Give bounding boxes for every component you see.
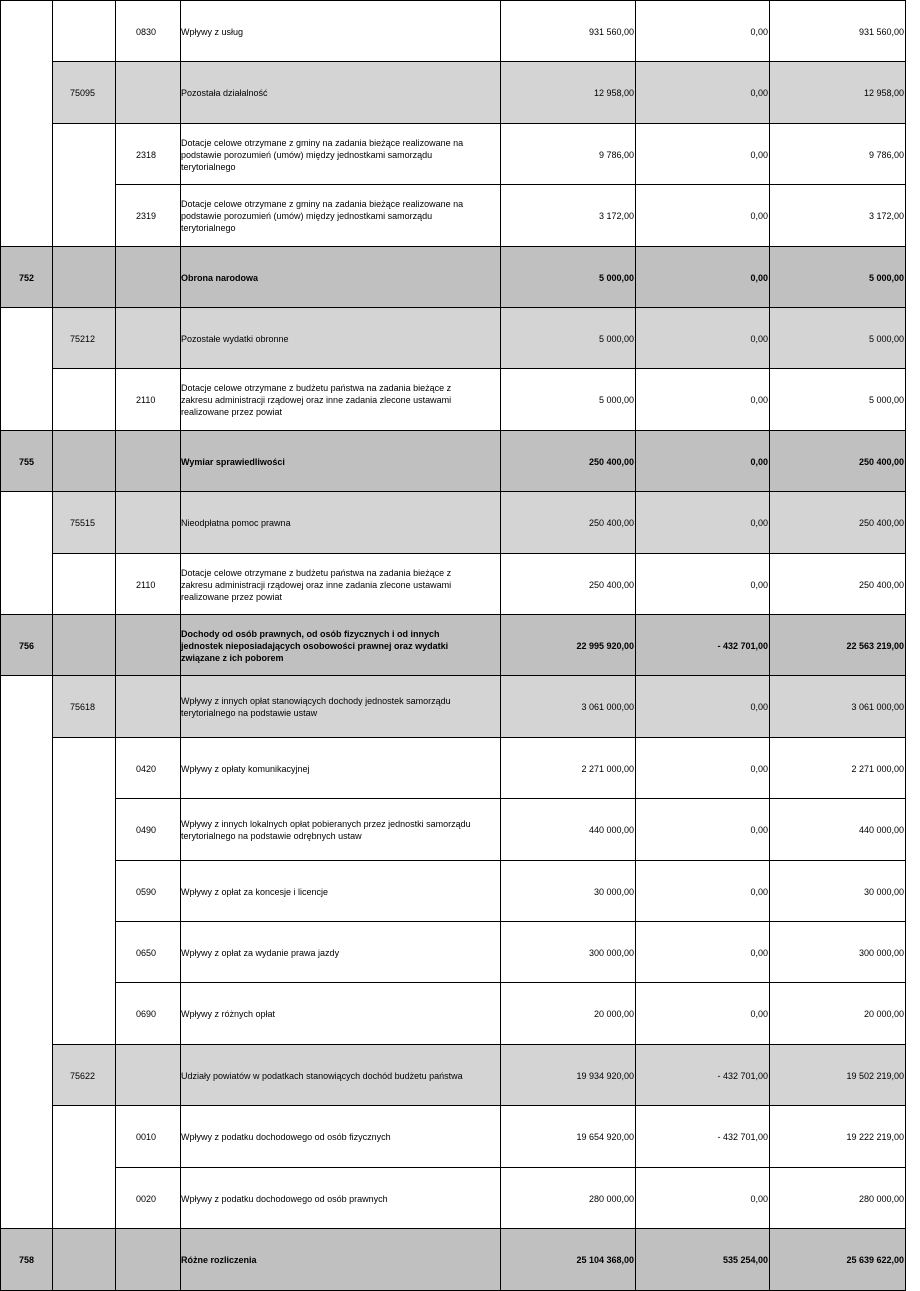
- row-border: [115, 798, 906, 799]
- dzial-cell: [0, 1168, 53, 1229]
- nazwa-cell: Dotacje celowe otrzymane z budżetu państwa na zadania bieżące z zakresu administracji rządowej oraz inne zadania zlecone ustawami realizowane przez powiat: [181, 567, 452, 602]
- paragraf-cell: 0420: [136, 763, 157, 774]
- po-zmianie-cell: 280 000,00: [858, 1193, 904, 1204]
- rozdzial-cell: 75212: [52, 308, 116, 369]
- paragraf-cell: 2318: [136, 149, 157, 160]
- nazwa-cell: Wpływy z podatku dochodowego od osób prawnych: [181, 1193, 388, 1204]
- row-border: [115, 1167, 906, 1168]
- rozdzial-cell: [52, 1229, 116, 1290]
- plan-cell: 250 400,00: [500, 492, 636, 554]
- po-zmianie-cell: 440 000,00: [858, 825, 904, 835]
- plan-cell: 3 061 000,00: [500, 676, 636, 738]
- nazwa-cell: Nieodpłatna pomoc prawna: [180, 492, 501, 554]
- plan-cell: 300 000,00: [588, 947, 634, 958]
- column-border: [0, 0, 1, 1291]
- zmiana-cell: 0,00: [750, 947, 768, 958]
- nazwa-cell: Wpływy z innych opłat stanowiących dochody jednostek samorządu terytorialnego na podstawie ustaw: [180, 676, 501, 738]
- row-border: [0, 246, 906, 247]
- zmiana-cell: 0,00: [750, 211, 768, 221]
- rozdzial-cell: [52, 983, 116, 1045]
- dzial-cell: 758: [0, 1229, 53, 1290]
- zmiana-cell: 0,00: [635, 62, 770, 124]
- row-border: [115, 184, 906, 185]
- po-zmianie-cell: 9 786,00: [868, 149, 904, 160]
- row-border: [115, 921, 906, 922]
- paragraf-cell: 0010: [136, 1132, 157, 1142]
- nazwa-cell: Wpływy z opłaty komunikacyjnej: [181, 763, 310, 774]
- rozdzial-cell: [52, 185, 116, 247]
- dzial-cell: [0, 308, 53, 369]
- paragraf-cell: 2110: [136, 579, 156, 590]
- paragraf-cell: [115, 1045, 181, 1106]
- po-zmianie-cell: 5 000,00: [868, 395, 904, 405]
- rozdzial-cell: [52, 124, 116, 185]
- column-border: [769, 0, 770, 1291]
- zmiana-cell: 0,00: [635, 308, 770, 369]
- plan-cell: 5 000,00: [500, 247, 636, 308]
- row-border: [0, 491, 906, 492]
- plan-cell: 19 934 920,00: [500, 1045, 636, 1106]
- zmiana-cell: 0,00: [750, 1193, 768, 1204]
- column-border: [115, 0, 116, 1291]
- po-zmianie-cell: 19 222 219,00: [846, 1132, 904, 1142]
- po-zmianie-cell: 3 172,00: [868, 211, 904, 221]
- row-border: [115, 860, 906, 861]
- dzial-cell: 752: [0, 247, 53, 308]
- nazwa-cell: Dotacje celowe otrzymane z budżetu państwa na zadania bieżące z zakresu administracji rządowej oraz inne zadania zlecone ustawami realizowane przez powiat: [181, 383, 452, 417]
- row-border: [0, 0, 906, 1]
- rozdzial-cell: 75622: [52, 1045, 116, 1106]
- nazwa-cell: Pozostałe wydatki obronne: [180, 308, 501, 369]
- zmiana-cell: 0,00: [750, 395, 768, 405]
- plan-cell: 5 000,00: [598, 395, 634, 405]
- rozdzial-cell: [52, 738, 116, 799]
- zmiana-cell: 0,00: [635, 676, 770, 738]
- row-border: [115, 982, 906, 983]
- nazwa-cell: Wpływy z podatku dochodowego od osób fizycznych: [181, 1132, 391, 1142]
- dzial-cell: 756: [0, 615, 53, 676]
- dzial-cell: [0, 1045, 53, 1106]
- plan-cell: 12 958,00: [500, 62, 636, 124]
- rozdzial-cell: [52, 615, 116, 676]
- rozdzial-cell: [52, 861, 116, 922]
- zmiana-cell: 0,00: [750, 825, 768, 835]
- zmiana-cell: 0,00: [635, 247, 770, 308]
- rozdzial-cell: [52, 247, 116, 308]
- po-zmianie-cell: 20 000,00: [863, 1009, 904, 1019]
- po-zmianie-cell: 300 000,00: [858, 947, 904, 958]
- plan-cell: 3 172,00: [598, 211, 634, 221]
- po-zmianie-cell: 250 400,00: [858, 579, 904, 590]
- paragraf-cell: [115, 431, 181, 492]
- plan-cell: 280 000,00: [588, 1193, 634, 1204]
- rozdzial-cell: [52, 431, 116, 492]
- column-border: [52, 0, 53, 1291]
- plan-cell: 931 560,00: [588, 26, 634, 37]
- dzial-cell: [0, 738, 53, 799]
- po-zmianie-cell: 2 271 000,00: [851, 763, 904, 774]
- po-zmianie-cell: 22 563 219,00: [769, 615, 906, 676]
- rozdzial-cell: [52, 1, 116, 62]
- rozdzial-cell: [52, 922, 116, 983]
- column-border: [905, 0, 906, 1291]
- plan-cell: 5 000,00: [500, 308, 636, 369]
- nazwa-cell: Dochody od osób prawnych, od osób fizycznych i od innych jednostek nieposiadających osobowości prawnej oraz wydatki związane z ich poborem: [180, 615, 501, 676]
- zmiana-cell: 0,00: [635, 492, 770, 554]
- rozdzial-cell: [52, 369, 116, 431]
- paragraf-cell: [115, 676, 181, 738]
- rozdzial-cell: [52, 554, 116, 615]
- plan-cell: 440 000,00: [588, 825, 634, 835]
- nazwa-cell: Wpływy z opłat za koncesje i licencje: [181, 886, 329, 897]
- po-zmianie-cell: 250 400,00: [769, 492, 906, 554]
- nazwa-cell: Wpływy z opłat za wydanie prawa jazdy: [181, 947, 340, 958]
- paragraf-cell: 0650: [136, 947, 157, 958]
- plan-cell: 22 995 920,00: [500, 615, 636, 676]
- zmiana-cell: 0,00: [750, 149, 768, 160]
- paragraf-cell: 2319: [136, 211, 157, 221]
- dzial-cell: [0, 799, 53, 861]
- column-border: [180, 0, 181, 1291]
- plan-cell: 2 271 000,00: [581, 763, 634, 774]
- po-zmianie-cell: 5 000,00: [769, 247, 906, 308]
- plan-cell: 250 400,00: [500, 431, 636, 492]
- dzial-cell: 755: [0, 431, 53, 492]
- po-zmianie-cell: 12 958,00: [769, 62, 906, 124]
- paragraf-cell: [115, 247, 181, 308]
- nazwa-cell: Wpływy z innych lokalnych opłat pobieranych przez jednostki samorządu terytorialnego na podstawie odrębnych ustaw: [181, 819, 471, 841]
- plan-cell: 19 654 920,00: [576, 1132, 634, 1142]
- po-zmianie-cell: 931 560,00: [858, 26, 904, 37]
- row-border: [0, 307, 906, 308]
- zmiana-cell: 0,00: [750, 26, 768, 37]
- nazwa-cell: Dotacje celowe otrzymane z gminy na zadania bieżące realizowane na podstawie porozumień (umów) między jednostkami samorządu terytorialnego: [181, 199, 464, 233]
- nazwa-cell: Wpływy z usług: [181, 26, 244, 37]
- row-border: [0, 675, 906, 676]
- dzial-cell: [0, 1, 53, 62]
- zmiana-cell: - 432 701,00: [635, 615, 770, 676]
- plan-cell: 9 786,00: [598, 149, 634, 160]
- paragraf-cell: 2110: [136, 395, 156, 405]
- paragraf-cell: [115, 308, 181, 369]
- po-zmianie-cell: 25 639 622,00: [769, 1229, 906, 1290]
- rozdzial-cell: 75618: [52, 676, 116, 738]
- row-border: [0, 1228, 906, 1229]
- paragraf-cell: 0490: [136, 825, 157, 835]
- zmiana-cell: - 432 701,00: [635, 1045, 770, 1106]
- dzial-cell: [0, 185, 53, 247]
- plan-cell: 30 000,00: [593, 886, 634, 897]
- po-zmianie-cell: 5 000,00: [769, 308, 906, 369]
- po-zmianie-cell: 3 061 000,00: [769, 676, 906, 738]
- zmiana-cell: 0,00: [750, 763, 768, 774]
- dzial-cell: [0, 124, 53, 185]
- nazwa-cell: Dotacje celowe otrzymane z gminy na zadania bieżące realizowane na podstawie porozumień (umów) między jednostkami samorządu terytorialnego: [181, 137, 464, 172]
- zmiana-cell: - 432 701,00: [717, 1132, 768, 1142]
- nazwa-cell: Wymiar sprawiedliwości: [180, 431, 501, 492]
- rozdzial-cell: [52, 1168, 116, 1229]
- rozdzial-cell: [52, 799, 116, 861]
- paragraf-cell: [115, 1229, 181, 1290]
- zmiana-cell: 0,00: [750, 886, 768, 897]
- paragraf-cell: 0690: [136, 1009, 157, 1019]
- column-border: [635, 0, 636, 1291]
- column-border: [500, 0, 501, 1291]
- row-border: [0, 430, 906, 431]
- nazwa-cell: Wpływy z różnych opłat: [181, 1009, 276, 1019]
- po-zmianie-cell: 19 502 219,00: [769, 1045, 906, 1106]
- paragraf-cell: [115, 615, 181, 676]
- dzial-cell: [0, 922, 53, 983]
- plan-cell: 250 400,00: [588, 579, 634, 590]
- paragraf-cell: 0830: [136, 26, 157, 37]
- row-border: [0, 614, 906, 615]
- paragraf-cell: 0020: [136, 1193, 157, 1204]
- rozdzial-cell: [52, 1106, 116, 1168]
- dzial-cell: [0, 983, 53, 1045]
- plan-cell: 25 104 368,00: [500, 1229, 636, 1290]
- rozdzial-cell: 75095: [52, 62, 116, 124]
- dzial-cell: [0, 861, 53, 922]
- zmiana-cell: 0,00: [635, 431, 770, 492]
- zmiana-cell: 0,00: [750, 1009, 768, 1019]
- paragraf-cell: [115, 62, 181, 124]
- nazwa-cell: Obrona narodowa: [180, 247, 501, 308]
- dzial-cell: [0, 62, 53, 124]
- po-zmianie-cell: 250 400,00: [769, 431, 906, 492]
- dzial-cell: [0, 1106, 53, 1168]
- dzial-cell: [0, 369, 53, 431]
- plan-cell: 20 000,00: [593, 1009, 634, 1019]
- po-zmianie-cell: 30 000,00: [863, 886, 904, 897]
- zmiana-cell: 0,00: [750, 579, 768, 590]
- paragraf-cell: 0590: [136, 886, 157, 897]
- zmiana-cell: 535 254,00: [635, 1229, 770, 1290]
- dzial-cell: [0, 554, 53, 615]
- rozdzial-cell: 75515: [52, 492, 116, 554]
- nazwa-cell: Udziały powiatów w podatkach stanowiących dochód budżetu państwa: [180, 1045, 501, 1106]
- nazwa-cell: Pozostała działalność: [180, 62, 501, 124]
- dzial-cell: [0, 676, 53, 738]
- nazwa-cell: Różne rozliczenia: [180, 1229, 501, 1290]
- paragraf-cell: [115, 492, 181, 554]
- dzial-cell: [0, 492, 53, 554]
